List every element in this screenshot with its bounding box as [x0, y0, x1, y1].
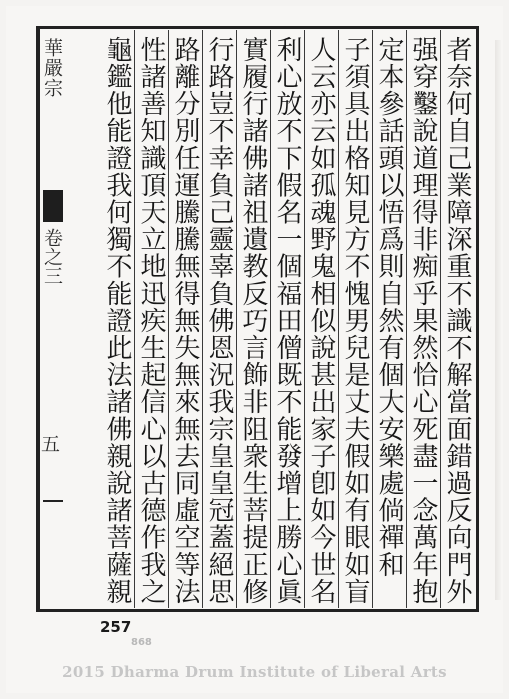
- page-number: 257: [100, 618, 132, 636]
- text-column-11: 龜鑑他能證我何獨不能證此法諸佛親說諸菩薩親: [102, 36, 132, 606]
- text-column-10: 性諸善知識頂天立地迅疾生起信心以古德作我之: [134, 30, 168, 608]
- text-column-2: 强穿鑿說道理得非痴乎果然恰心死盡一念萬年抱: [406, 30, 440, 608]
- text-column-7: 實履行諸佛諸祖遺教反巧言飾非阻衆生菩提正修: [236, 30, 270, 608]
- lower-fishtail-mark: [43, 500, 63, 532]
- text-column-9: 路離分別任運騰騰無得無失無來無去同虛空等法: [168, 30, 202, 608]
- text-column-4: 子須具出格知見方不愧男兒是丈夫假如有眼如盲: [338, 30, 372, 608]
- faint-page-number: 868: [131, 637, 152, 648]
- text-column-3: 定本參話頭以悟爲則自然有個大安樂處倘禪和: [372, 30, 406, 608]
- margin-page-mark: 五: [38, 434, 60, 453]
- margin-title: 華嚴宗: [41, 38, 63, 98]
- block-margin: [38, 30, 65, 608]
- copyright-watermark: 2015 Dharma Drum Institute of Liberal Arts: [62, 663, 447, 681]
- margin-volume: 卷之三: [41, 228, 63, 285]
- fishtail-mark: [43, 190, 63, 222]
- text-column-5: 人云亦云如孤魂野鬼相似說甚出家子卽如今世名: [304, 30, 338, 608]
- text-column-8: 行路豈不幸負己靈辜負佛恩況我宗皇皇冠蓋絕思: [202, 30, 236, 608]
- text-column-6: 利心放不下假名一個福田僧既不能發增上勝心眞: [270, 30, 304, 608]
- text-column-1: 者奈何自己業障深重不識不解當面錯過反向門外: [440, 30, 474, 608]
- text-columns: [66, 30, 474, 608]
- page-edge-shadow: [495, 40, 501, 600]
